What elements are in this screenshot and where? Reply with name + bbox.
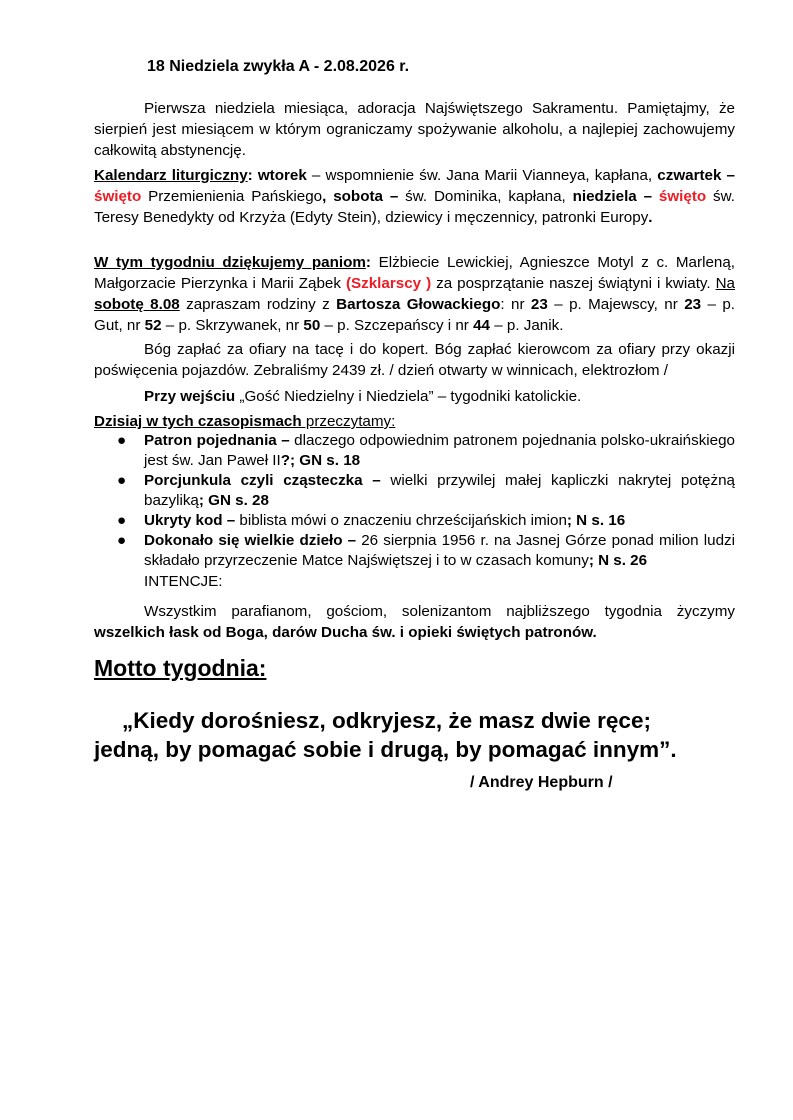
house-family: – p. Gut, nr (94, 296, 735, 334)
house-family: – p. Majewscy, nr (547, 296, 685, 313)
house-family: – p. Janik. (489, 317, 564, 334)
article-title: Ukryty kod – (144, 512, 236, 529)
article-title: Dokonało się wielkie dzieło – (144, 532, 357, 549)
article-text: 26 sierpnia 1956 r. na Jasnej Górze ponad milion ludzi składało przyrzeczenie Matce Najświętszej i to w czasach komuny (144, 532, 735, 569)
offerings-paragraph: Bóg zapłać za ofiary na tacę i do kopert. Bóg zapłać kierowcom za ofiary przy okazji poświęcenia pojazdów. Zebraliśmy 2439 zł. / dzień otwarty w winnicach, elektrozłom / (94, 341, 735, 379)
bullet-icon: ● (117, 472, 127, 489)
page-title: 18 Niedziela zwykła A - 2.08.2026 r. (147, 58, 410, 75)
cleaning-date: sobotę 8.08 (94, 296, 180, 313)
article-text: biblista mówi o znaczeniu chrześcijańskich imion (235, 512, 567, 529)
sunday-label: niedziela – (572, 188, 653, 205)
wishes-bold: wszelkich łask od Boga, darów Ducha św. i opieki świętych patronów. (94, 624, 597, 641)
calendar-label: Kalendarz liturgiczny (94, 167, 248, 184)
house-number: 50 (303, 317, 321, 334)
calendar-colon: : (247, 167, 253, 184)
magazines-list (94, 431, 735, 571)
article-title: Patron pojednania – (144, 432, 290, 449)
intentions-label: INTENCJE: (144, 573, 223, 590)
saturday-label: , sobota – (322, 188, 399, 205)
article-ref: ; N s. 16 (566, 512, 626, 529)
house-number: 23 (530, 296, 548, 313)
magazines-after: przeczytamy: (301, 413, 396, 430)
thanks-label: W tym tygodniu dziękujemy paniom (94, 254, 366, 271)
entrance-text: „Gość Niedzielny i Niedziela” – tygodniki katolickie. (235, 388, 582, 405)
intro-paragraph: Pierwsza niedziela miesiąca, adoracja Najświętszego Sakramentu. Pamiętajmy, że sierpień jest miesiącem w którym ograniczamy spożywanie alkoholu, a najlepiej zachowujemy całkowitą abstynencję. (94, 100, 735, 159)
thursday-text: Przemienienia Pańskiego (141, 188, 323, 205)
bullet-icon: ● (117, 512, 127, 529)
wishes-text: Wszystkim parafianom, gościom, solenizantom najbliższego tygodnia życzymy (144, 603, 735, 620)
sunday-text: św. Teresy Benedykty od Krzyża (Edyty Stein), dziewicy i męczennicy, patronki Europy (94, 188, 735, 226)
bullet-icon: ● (117, 432, 127, 449)
calendar-end: . (648, 209, 653, 226)
liturgical-calendar (94, 165, 735, 228)
list-item (94, 511, 735, 531)
list-item (94, 531, 735, 571)
tuesday-label: wtorek (257, 167, 307, 184)
motto-author: / Andrey Hepburn / (470, 774, 613, 791)
saturday-text: św. Dominika, kapłana, (398, 188, 566, 205)
list-item (94, 471, 735, 511)
article-text: dlaczego odpowiednim patronem pojednania polsko-ukraińskiego jest św. Jan Paweł II (144, 432, 735, 469)
house-number: 44 (473, 317, 490, 334)
thanks-colon: : (365, 254, 371, 271)
article-ref: ; N s. 26 (588, 552, 648, 569)
magazines-label: Dzisiaj w tych czasopismach (94, 413, 302, 430)
house-number: 52 (144, 317, 162, 334)
entrance-label: Przy wejściu (144, 388, 236, 405)
house-family: – p. Szczepańscy i nr (320, 317, 474, 334)
cleaning-nr: : nr (500, 296, 531, 313)
article-title: Porcjunkula czyli cząsteczka – (144, 472, 381, 489)
feast-label-thursday: święto (94, 188, 142, 205)
tuesday-text: – wspomnienie św. Jana Marii Vianneya, kapłana, (306, 167, 653, 184)
feast-label-sunday: święto (658, 188, 707, 205)
cleaning-na: Na (715, 275, 735, 292)
thanks-family-red: (Szklarscy ) (345, 275, 432, 292)
motto-line-1: „Kiedy dorośniesz, odkryjesz, że masz dwie ręce; (122, 708, 651, 733)
list-item (94, 431, 735, 471)
wishes-paragraph (94, 601, 735, 643)
motto-heading: Motto tygodnia: (94, 655, 267, 681)
motto-quote (94, 706, 754, 764)
bullet-icon: ● (117, 532, 127, 549)
thursday-label: czwartek – (657, 167, 736, 184)
article-ref: ?; GN s. 18 (280, 452, 361, 469)
house-family: – p. Skrzywanek, nr (161, 317, 304, 334)
motto-line-2: jedną, by pomagać sobie i drugą, by pomagać innym”. (94, 737, 677, 762)
entrance-paragraph (94, 386, 735, 407)
cleaning-invite: zapraszam rodziny z (179, 296, 337, 313)
thanks-names: Elżbiecie Lewickiej, Agnieszce Motyl z c. Marleną, Małgorzacie Pierzynka i Marii Ząbek (94, 254, 735, 292)
house-number: 23 (684, 296, 702, 313)
magazines-heading (94, 411, 735, 432)
article-text: wielki przywilej małej kapliczki nakrytej potężną bazyliką (144, 472, 735, 509)
cleaning-street: Bartosza Głowackiego (336, 296, 501, 313)
thanks-purpose: za posprzątanie naszej świątyni i kwiaty. (431, 275, 711, 292)
thanks-paragraph (94, 252, 735, 336)
article-ref: ; GN s. 28 (198, 492, 269, 509)
